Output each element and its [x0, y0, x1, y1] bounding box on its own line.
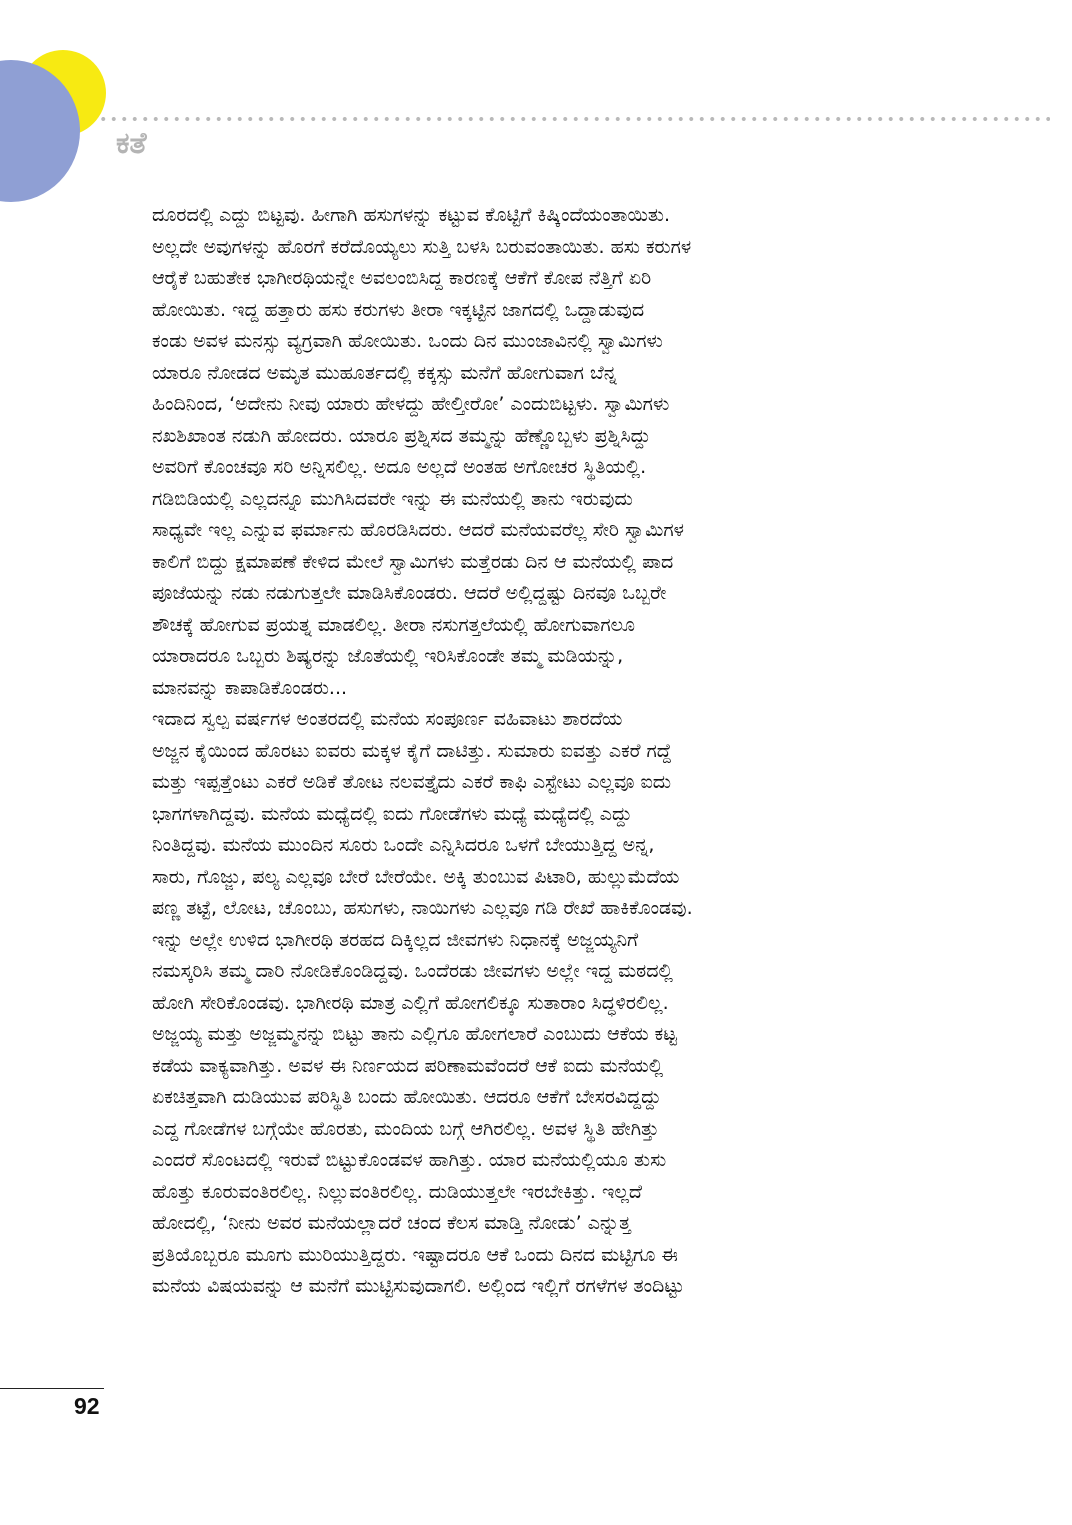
text-line: ಅಲ್ಲದೇ ಅವುಗಳನ್ನು ಹೊರಗೆ ಕರೆದೊಯ್ಯಲು ಸುತ್ತಿ ಬಳಸಿ ಬರುವಂತಾಯಿತು. ಹಸು ಕರುಗಳ — [152, 235, 692, 258]
text-line: ಕಡೆಯ ವಾಕ್ಯವಾಗಿತ್ತು. ಅವಳ ಈ ನಿರ್ಣಯದ ಪರಿಣಾಮವೆಂದರೆ ಆಕೆ ಐದು ಮನೆಯಲ್ಲಿ — [152, 1054, 664, 1077]
page-number: 92 — [74, 1393, 100, 1419]
text-line: ಇದಾದ ಸ್ವಲ್ಪ ವರ್ಷಗಳ ಅಂತರದಲ್ಲಿ ಮನೆಯ ಸಂಪೂರ್ಣ ವಹಿವಾಟು ಶಾರದೆಯ — [152, 708, 623, 730]
text-line: ಏಕಚಿತ್ತವಾಗಿ ದುಡಿಯುವ ಪರಿಸ್ಥಿತಿ ಬಂದು ಹೋಯಿತು. ಆದರೂ ಆಕೆಗೆ ಬೇಸರವಿದ್ದದ್ದು — [152, 1086, 662, 1108]
text-line: ಸಾಧ್ಯವೇ ಇಲ್ಲ ಎನ್ನುವ ಫರ್ಮಾನು ಹೊರಡಿಸಿದರು. ಆದರೆ ಮನೆಯವರೆಲ್ಲ ಸೇರಿ ಸ್ವಾಮಿಗಳ — [152, 519, 684, 541]
dotted-header-rule — [98, 116, 1050, 122]
text-line: ಮನೆಯ ವಿಷಯವನ್ನು ಆ ಮನೆಗೆ ಮುಟ್ಟಿಸುವುದಾಗಲಿ. ಅಲ್ಲಿಂದ ಇಲ್ಲಿಗೆ ರಗಳೆಗಳ ತಂದಿಟ್ಟು — [152, 1275, 685, 1297]
text-line: ಭಾಗಗಳಾಗಿದ್ದವು. ಮನೆಯ ಮಧ್ಯೆದಲ್ಲಿ ಐದು ಗೋಡೆಗಳು ಮಧ್ಯೆ ಮಧ್ಯೆದಲ್ಲಿ ಎದ್ದು — [152, 802, 633, 825]
text-line: ಕಾಲಿಗೆ ಬಿದ್ದು ಕ್ಷಮಾಪಣೆ ಕೇಳಿದ ಮೇಲೆ ಸ್ವಾಮಿಗಳು ಮತ್ತೆರಡು ದಿನ ಆ ಮನೆಯಲ್ಲಿ ಪಾದ — [152, 550, 674, 573]
section-label: ಕತೆ — [116, 126, 147, 161]
text-line: ಮಾನವನ್ನು ಕಾಪಾಡಿಕೊಂಡರು... — [152, 676, 348, 699]
body-text — [152, 200, 912, 1303]
text-line: ಹೋದಲ್ಲಿ, ‘ನೀನು ಅವರ ಮನೆಯಲ್ಲಾದರೆ ಚಂದ ಕೆಲಸ ಮಾಡ್ತಿ ನೋಡು’ ಎನ್ನುತ್ತ — [152, 1212, 631, 1234]
text-line: ಪೂಜೆಯನ್ನು ನಡು ನಡುಗುತ್ತಲೇ ಮಾಡಿಸಿಕೊಂಡರು. ಆದರೆ ಅಲ್ಲಿದ್ದಷ್ಟು ದಿನವೂ ಒಬ್ಬರೇ — [152, 582, 667, 604]
text-line: ಯಾರಾದರೂ ಒಬ್ಬರು ಶಿಷ್ಯರನ್ನು ಜೊತೆಯಲ್ಲಿ ಇರಿಸಿಕೊಂಡೇ ತಮ್ಮ ಮಡಿಯನ್ನು, — [152, 645, 624, 667]
text-line: ನಿಂತಿದ್ದವು. ಮನೆಯ ಮುಂದಿನ ಸೂರು ಒಂದೇ ಎನ್ನಿಸಿದರೂ ಒಳಗೆ ಬೇಯುತ್ತಿದ್ದ ಅನ್ನ, — [152, 834, 655, 856]
text-line: ಹೋಯಿತು. ಇದ್ದ ಹತ್ತಾರು ಹಸು ಕರುಗಳು ತೀರಾ ಇಕ್ಕಟ್ಟಿನ ಜಾಗದಲ್ಲಿ ಒದ್ದಾಡುವುದ — [152, 298, 645, 321]
text-line: ಎಂದರೆ ಸೊಂಟದಲ್ಲಿ ಇರುವೆ ಬಿಟ್ಟುಕೊಂಡವಳ ಹಾಗಿತ್ತು. ಯಾರ ಮನೆಯಲ್ಲಿಯೂ ತುಸು — [152, 1149, 667, 1171]
text-line: ನಮಸ್ಕರಿಸಿ ತಮ್ಮ ದಾರಿ ನೋಡಿಕೊಂಡಿದ್ದವು. ಒಂದೆರಡು ಜೀವಗಳು ಅಲ್ಲೇ ಇದ್ದ ಮಠದಲ್ಲಿ — [152, 960, 673, 982]
text-line: ದೂರದಲ್ಲಿ ಎದ್ದು ಬಿಟ್ಟವು. ಹೀಗಾಗಿ ಹಸುಗಳನ್ನು ಕಟ್ಟುವ ಕೊಟ್ಟಿಗೆ ಕಿಷ್ಕಿಂದೆಯಂತಾಯಿತು. — [152, 204, 671, 226]
text-line: ಅಜ್ಜಯ್ಯ ಮತ್ತು ಅಜ್ಜಮ್ಮನನ್ನು ಬಿಟ್ಟು ತಾನು ಎಲ್ಲಿಗೂ ಹೋಗಲಾರೆ ಎಂಬುದು ಆಕೆಯ ಕಟ್ಟ — [152, 1023, 677, 1045]
text-line: ಅಜ್ಜನ ಕೈಯಿಂದ ಹೊರಟು ಐವರು ಮಕ್ಕಳ ಕೈಗೆ ದಾಟಿತ್ತು. ಸುಮಾರು ಐವತ್ತು ಎಕರೆ ಗದ್ದೆ — [152, 739, 672, 762]
text-line: ಯಾರೂ ನೋಡದ ಅಮೃತ ಮುಹೂರ್ತದಲ್ಲಿ ಕಕ್ಕಸ್ಸು ಮನೆಗೆ ಹೋಗುವಾಗ ಬೆನ್ನ — [152, 361, 617, 384]
text-line: ಅವರಿಗೆ ಕೊಂಚವೂ ಸರಿ ಅನ್ನಿಸಲಿಲ್ಲ. ಅದೂ ಅಲ್ಲದೆ ಅಂತಹ ಅಗೋಚರ ಸ್ಥಿತಿಯಲ್ಲಿ. — [152, 456, 647, 478]
text-line: ಹೊತ್ತು ಕೂರುವಂತಿರಲಿಲ್ಲ. ನಿಲ್ಲುವಂತಿರಲಿಲ್ಲ. ದುಡಿಯುತ್ತಲೇ ಇರಬೇಕಿತ್ತು. ಇಲ್ಲದೆ — [152, 1180, 642, 1203]
text-line: ನಖಶಿಖಾಂತ ನಡುಗಿ ಹೋದರು. ಯಾರೂ ಪ್ರಶ್ನಿಸದ ತಮ್ಮನ್ನು ಹೆಣ್ಣೊಬ್ಬಳು ಪ್ರಶ್ನಿಸಿದ್ದು — [152, 424, 651, 447]
text-line: ಶೌಚಕ್ಕೆ ಹೋಗುವ ಪ್ರಯತ್ನ ಮಾಡಲಿಲ್ಲ. ತೀರಾ ನಸುಗತ್ತಲೆಯಲ್ಲಿ ಹೋಗುವಾಗಲೂ — [152, 613, 636, 636]
text-line: ಹಿಂದಿನಿಂದ, ‘ಅದೇನು ನೀವು ಯಾರು ಹೇಳದ್ದು ಹೇಲ್ತೀರೋ’ ಎಂದುಬಿಟ್ಟಳು. ಸ್ವಾಮಿಗಳು — [152, 393, 670, 415]
text-line: ಮತ್ತು ಇಪ್ಪತ್ತೆಂಟು ಎಕರೆ ಅಡಿಕೆ ತೋಟ ನಲವತ್ತೈದು ಎಕರೆ ಕಾಫಿ ಎಸ್ಟೇಟು ಎಲ್ಲವೂ ಐದು — [152, 771, 672, 793]
text-line: ಕಂಡು ಅವಳ ಮನಸ್ಸು ವ್ಯಗ್ರವಾಗಿ ಹೋಯಿತು. ಒಂದು ದಿನ ಮುಂಜಾವಿನಲ್ಲಿ ಸ್ವಾಮಿಗಳು — [152, 330, 663, 352]
text-line: ಇನ್ನು ಅಲ್ಲೇ ಉಳಿದ ಭಾಗೀರಥಿ ತರಹದ ದಿಕ್ಕಿಲ್ಲದ ಜೀವಗಳು ನಿಧಾನಕ್ಕೆ ಅಜ್ಜಯ್ಯನಿಗೆ — [152, 928, 639, 951]
page-number-rule — [0, 1388, 104, 1389]
text-line: ಸಾರು, ಗೊಜ್ಜು, ಪಲ್ಯ ಎಲ್ಲವೂ ಬೇರೆ ಬೇರೆಯೇ. ಅಕ್ಕಿ ತುಂಬುವ ಪಿಟಾರಿ, ಹುಲ್ಲುಮೆದೆಯ — [152, 865, 680, 888]
text-line: ಎದ್ದ ಗೋಡೆಗಳ ಬಗ್ಗೆಯೇ ಹೊರತು, ಮಂದಿಯ ಬಗ್ಗೆ ಆಗಿರಲಿಲ್ಲ. ಅವಳ ಸ್ಥಿತಿ ಹೇಗಿತ್ತು — [152, 1117, 659, 1140]
text-line: ಪಣ್ಣ ತಟ್ಟೆ, ಲೋಟ, ಚೊಂಬು, ಹಸುಗಳು, ನಾಯಿಗಳು ಎಲ್ಲವೂ ಗಡಿ ರೇಖೆ ಹಾಕಿಕೊಂಡವು. — [152, 897, 693, 919]
text-line: ಆರೈಕೆ ಬಹುತೇಕ ಭಾಗೀರಥಿಯನ್ನೇ ಅವಲಂಬಿಸಿದ್ದ ಕಾರಣಕ್ಕೆ ಆಕೆಗೆ ಕೋಪ ನೆತ್ತಿಗೆ ಏರಿ — [152, 267, 652, 289]
text-line: ಹೋಗಿ ಸೇರಿಕೊಂಡವು. ಭಾಗೀರಥಿ ಮಾತ್ರ ಎಲ್ಲಿಗೆ ಹೋಗಲಿಕ್ಕೂ ಸುತಾರಾಂ ಸಿದ್ಧಳಿರಲಿಲ್ಲ. — [152, 991, 669, 1014]
text-line: ಗಡಿಬಿಡಿಯಲ್ಲಿ ಎಲ್ಲದನ್ನೂ ಮುಗಿಸಿದವರೇ ಇನ್ನು ಈ ಮನೆಯಲ್ಲಿ ತಾನು ಇರುವುದು — [152, 487, 633, 510]
text-line: ಪ್ರತಿಯೊಬ್ಬರೂ ಮೂಗು ಮುರಿಯುತ್ತಿದ್ದರು. ಇಷ್ಟಾದರೂ ಆಕೆ ಒಂದು ದಿನದ ಮಟ್ಟಿಗೂ ಈ — [152, 1243, 678, 1266]
